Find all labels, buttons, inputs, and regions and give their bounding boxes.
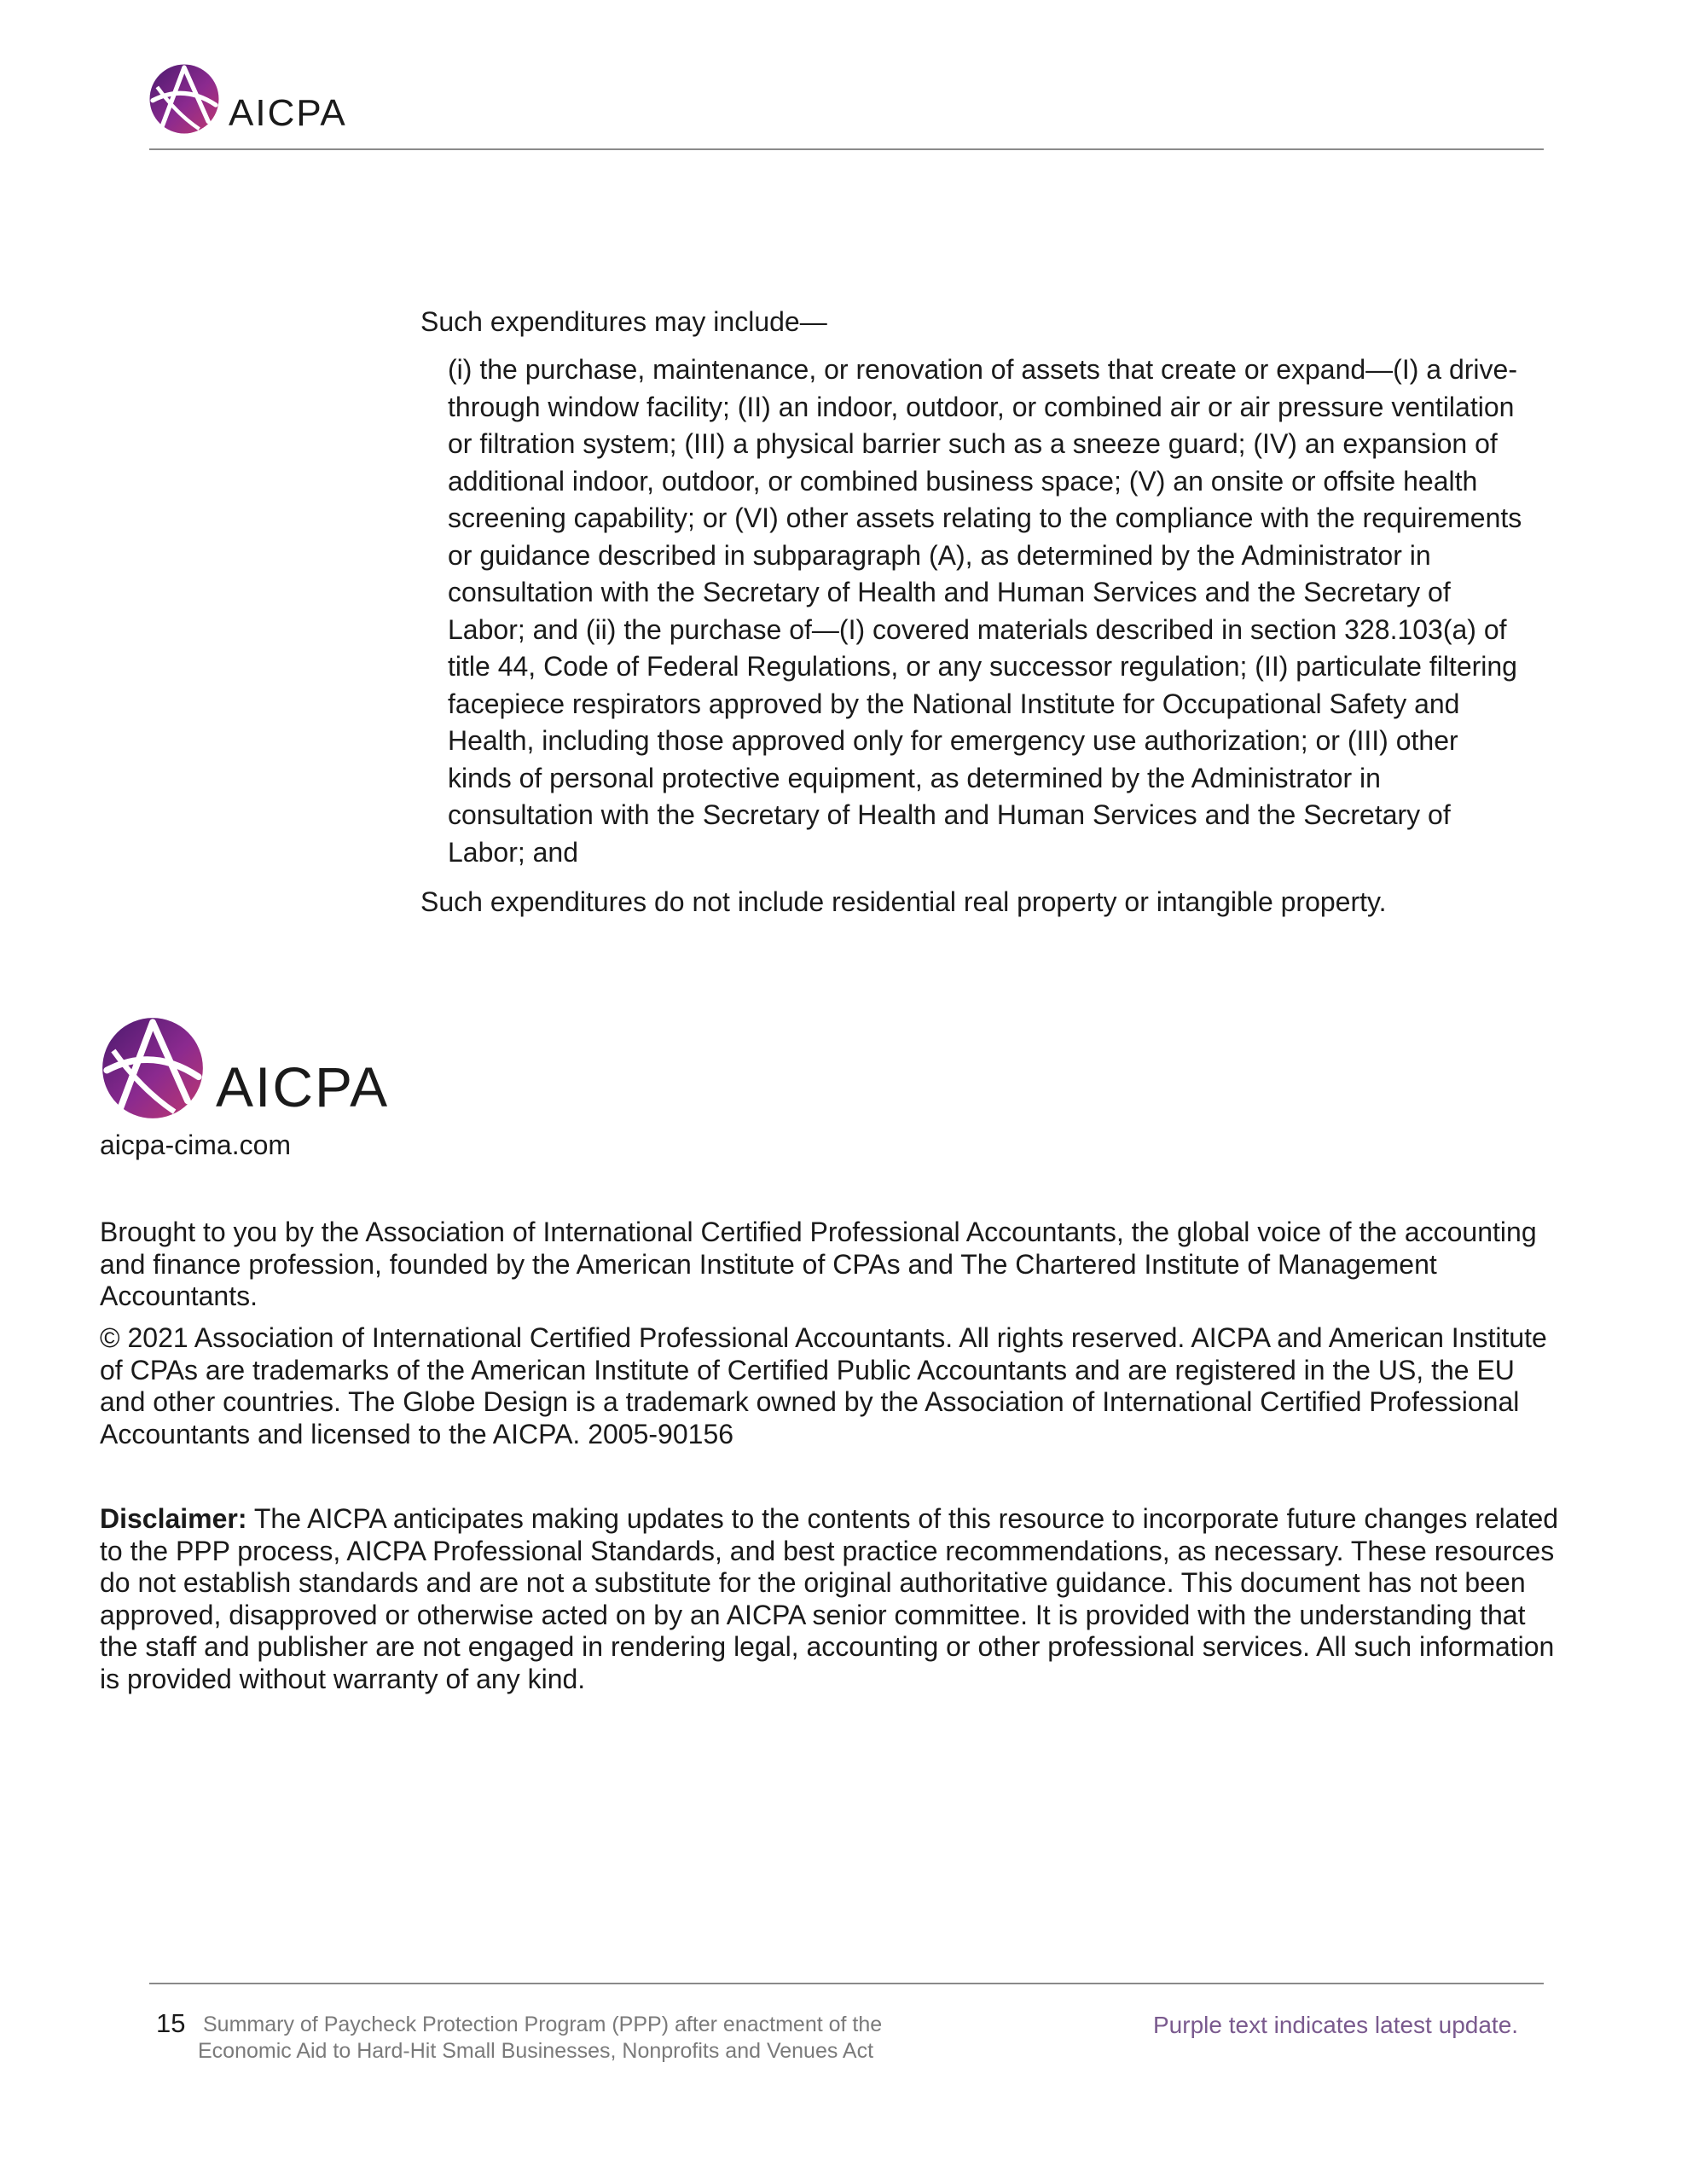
- aicpa-globe-icon: [98, 1014, 207, 1123]
- intro-line: Such expenditures may include—: [420, 306, 827, 337]
- footer-divider: [149, 1983, 1544, 1984]
- header-divider: [149, 148, 1544, 150]
- document-title-line1: Summary of Paycheck Protection Program (PPP) after enactment of the: [203, 2013, 883, 2036]
- header-logo: [147, 61, 347, 136]
- quoted-paragraph: (i) the purchase, maintenance, or renovation of assets that create or expand—(I) a drive- through window facility; (II) an indoor, outdoor, or combined air or air pressure ventilation or filtration system; (III) a physical barrier such as a sneeze guard; (IV) an expansion of additional indoor, outdoor, or combined business space; (V) an onsite or offsite health screening capability; or (VI) other assets relating to the compliance with the requirements or guidance described in subparagraph (A), as determined by the Administrator in consultation with the Secretary of Health and Human Services and the Secretary of Labor; and (ii) the purchase of—(I) covered materials described in section 328.103(a) of title 44, Code of Federal Regulations, or any successor regulation; (II) particulate filtering facepiece respirators approved by the National Institute for Occupational Safety and Health, including those approved only for emergency use authorization; or (III) other kinds of personal protective equipment, as determined by the Administrator in consultation with the Secretary of Health and Human Services and the Secretary of Labor; and: [448, 354, 1522, 868]
- aicpa-globe-icon: [147, 61, 222, 136]
- disclaimer-label: Disclaimer:: [100, 1503, 247, 1534]
- document-title: [198, 2012, 883, 2065]
- document-title-line2: Economic Aid to Hard-Hit Small Businesses, Nonprofits and Venues Act: [198, 2039, 874, 2063]
- copyright-paragraph: © 2021 Association of International Certified Professional Accountants. All rights reserved. AICPA and American Institute of CPAs are trademarks of the American Institute of Certified Public Accountants and are registered in the US, the EU and other countries. The Globe Design is a trademark owned by the Association of International Certified Professional Accountants and licensed to the AICPA. 2005-90156: [100, 1322, 1547, 1449]
- brought-to-you-paragraph: Brought to you by the Association of International Certified Professional Accountants, the global voice of the accounting and finance profession, founded by the American Institute of CPAs and The Chartered Institute of Management Accountants.: [100, 1217, 1537, 1311]
- disclaimer-paragraph: [100, 1503, 1567, 1695]
- outro-line: Such expenditures do not include residential real property or intangible property.: [420, 886, 1387, 917]
- footer-logo: [98, 1014, 389, 1123]
- disclaimer-text: The AICPA anticipates making updates to the contents of this resource to incorporate future changes related to the PPP process, AICPA Professional Standards, and best practice recommendations, as necessary. These resources do not establish standards and are not a substitute for the original authoritative guidance. This document has not been approved, disapproved or otherwise acted on by an AICPA senior committee. It is provided with the understanding that the staff and publisher are not engaged in rendering legal, accounting or other professional services. All such information is provided without warranty of any kind.: [100, 1503, 1559, 1694]
- aicpa-wordmark: AICPA: [229, 92, 347, 134]
- website-link[interactable]: aicpa-cima.com: [100, 1130, 292, 1160]
- aicpa-wordmark: AICPA: [216, 1055, 390, 1118]
- update-note: Purple text indicates latest update.: [1153, 2012, 1519, 2038]
- page-number: 15: [156, 2008, 186, 2038]
